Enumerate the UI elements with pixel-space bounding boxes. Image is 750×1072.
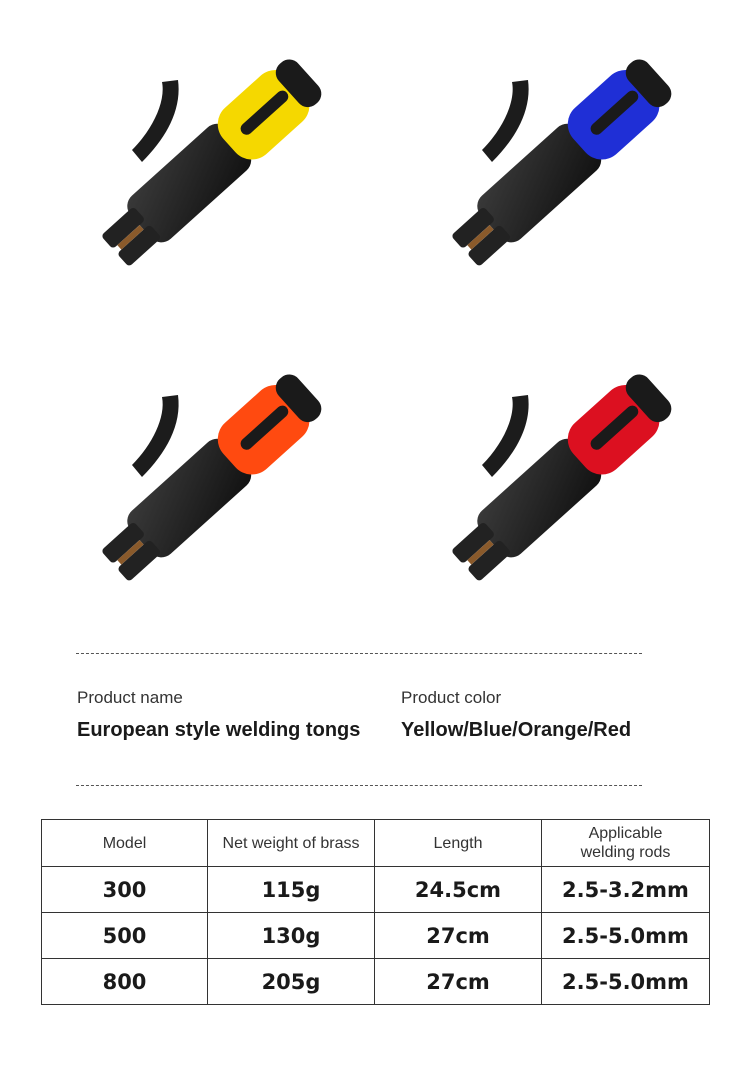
tong-lever: [482, 80, 529, 162]
table-row: [42, 867, 710, 913]
header-welding-rods: Applicable welding rods: [542, 820, 710, 867]
product-name-block: [77, 688, 360, 742]
product-color-block: [401, 688, 631, 742]
cell-net-weight: 115g: [208, 867, 375, 913]
dashed-divider: [76, 653, 642, 654]
tong-lever: [482, 395, 529, 477]
product-name-label: Product name: [77, 688, 183, 707]
welding-tong-red-image: [420, 325, 680, 605]
cell-length: 27cm: [375, 959, 542, 1005]
cell-model: 300: [42, 867, 208, 913]
table-row: [42, 913, 710, 959]
cell-net-weight: 130g: [208, 913, 375, 959]
cell-welding-rods: 2.5-3.2mm: [542, 867, 710, 913]
cell-length: 27cm: [375, 913, 542, 959]
welding-tong-yellow-image: [70, 10, 330, 290]
product-color-label: Product color: [401, 688, 502, 707]
header-length: Length: [375, 820, 542, 867]
header-model: Model: [42, 820, 208, 867]
header-net-weight: Net weight of brass: [208, 820, 375, 867]
cell-welding-rods: 2.5-5.0mm: [542, 913, 710, 959]
tong-lever: [132, 395, 179, 477]
dashed-divider: [76, 785, 642, 786]
spec-table: [41, 819, 710, 1005]
table-row: [42, 959, 710, 1005]
cell-model: 800: [42, 959, 208, 1005]
cell-welding-rods: 2.5-5.0mm: [542, 959, 710, 1005]
tong-lever: [132, 80, 179, 162]
cell-model: 500: [42, 913, 208, 959]
cell-net-weight: 205g: [208, 959, 375, 1005]
welding-tong-orange-image: [70, 325, 330, 605]
cell-length: 24.5cm: [375, 867, 542, 913]
product-color-value: Yellow/Blue/Orange/Red: [401, 719, 632, 741]
product-name-value: European style welding tongs: [77, 719, 361, 741]
table-header-row: [42, 820, 710, 867]
welding-tong-blue-image: [420, 10, 680, 290]
